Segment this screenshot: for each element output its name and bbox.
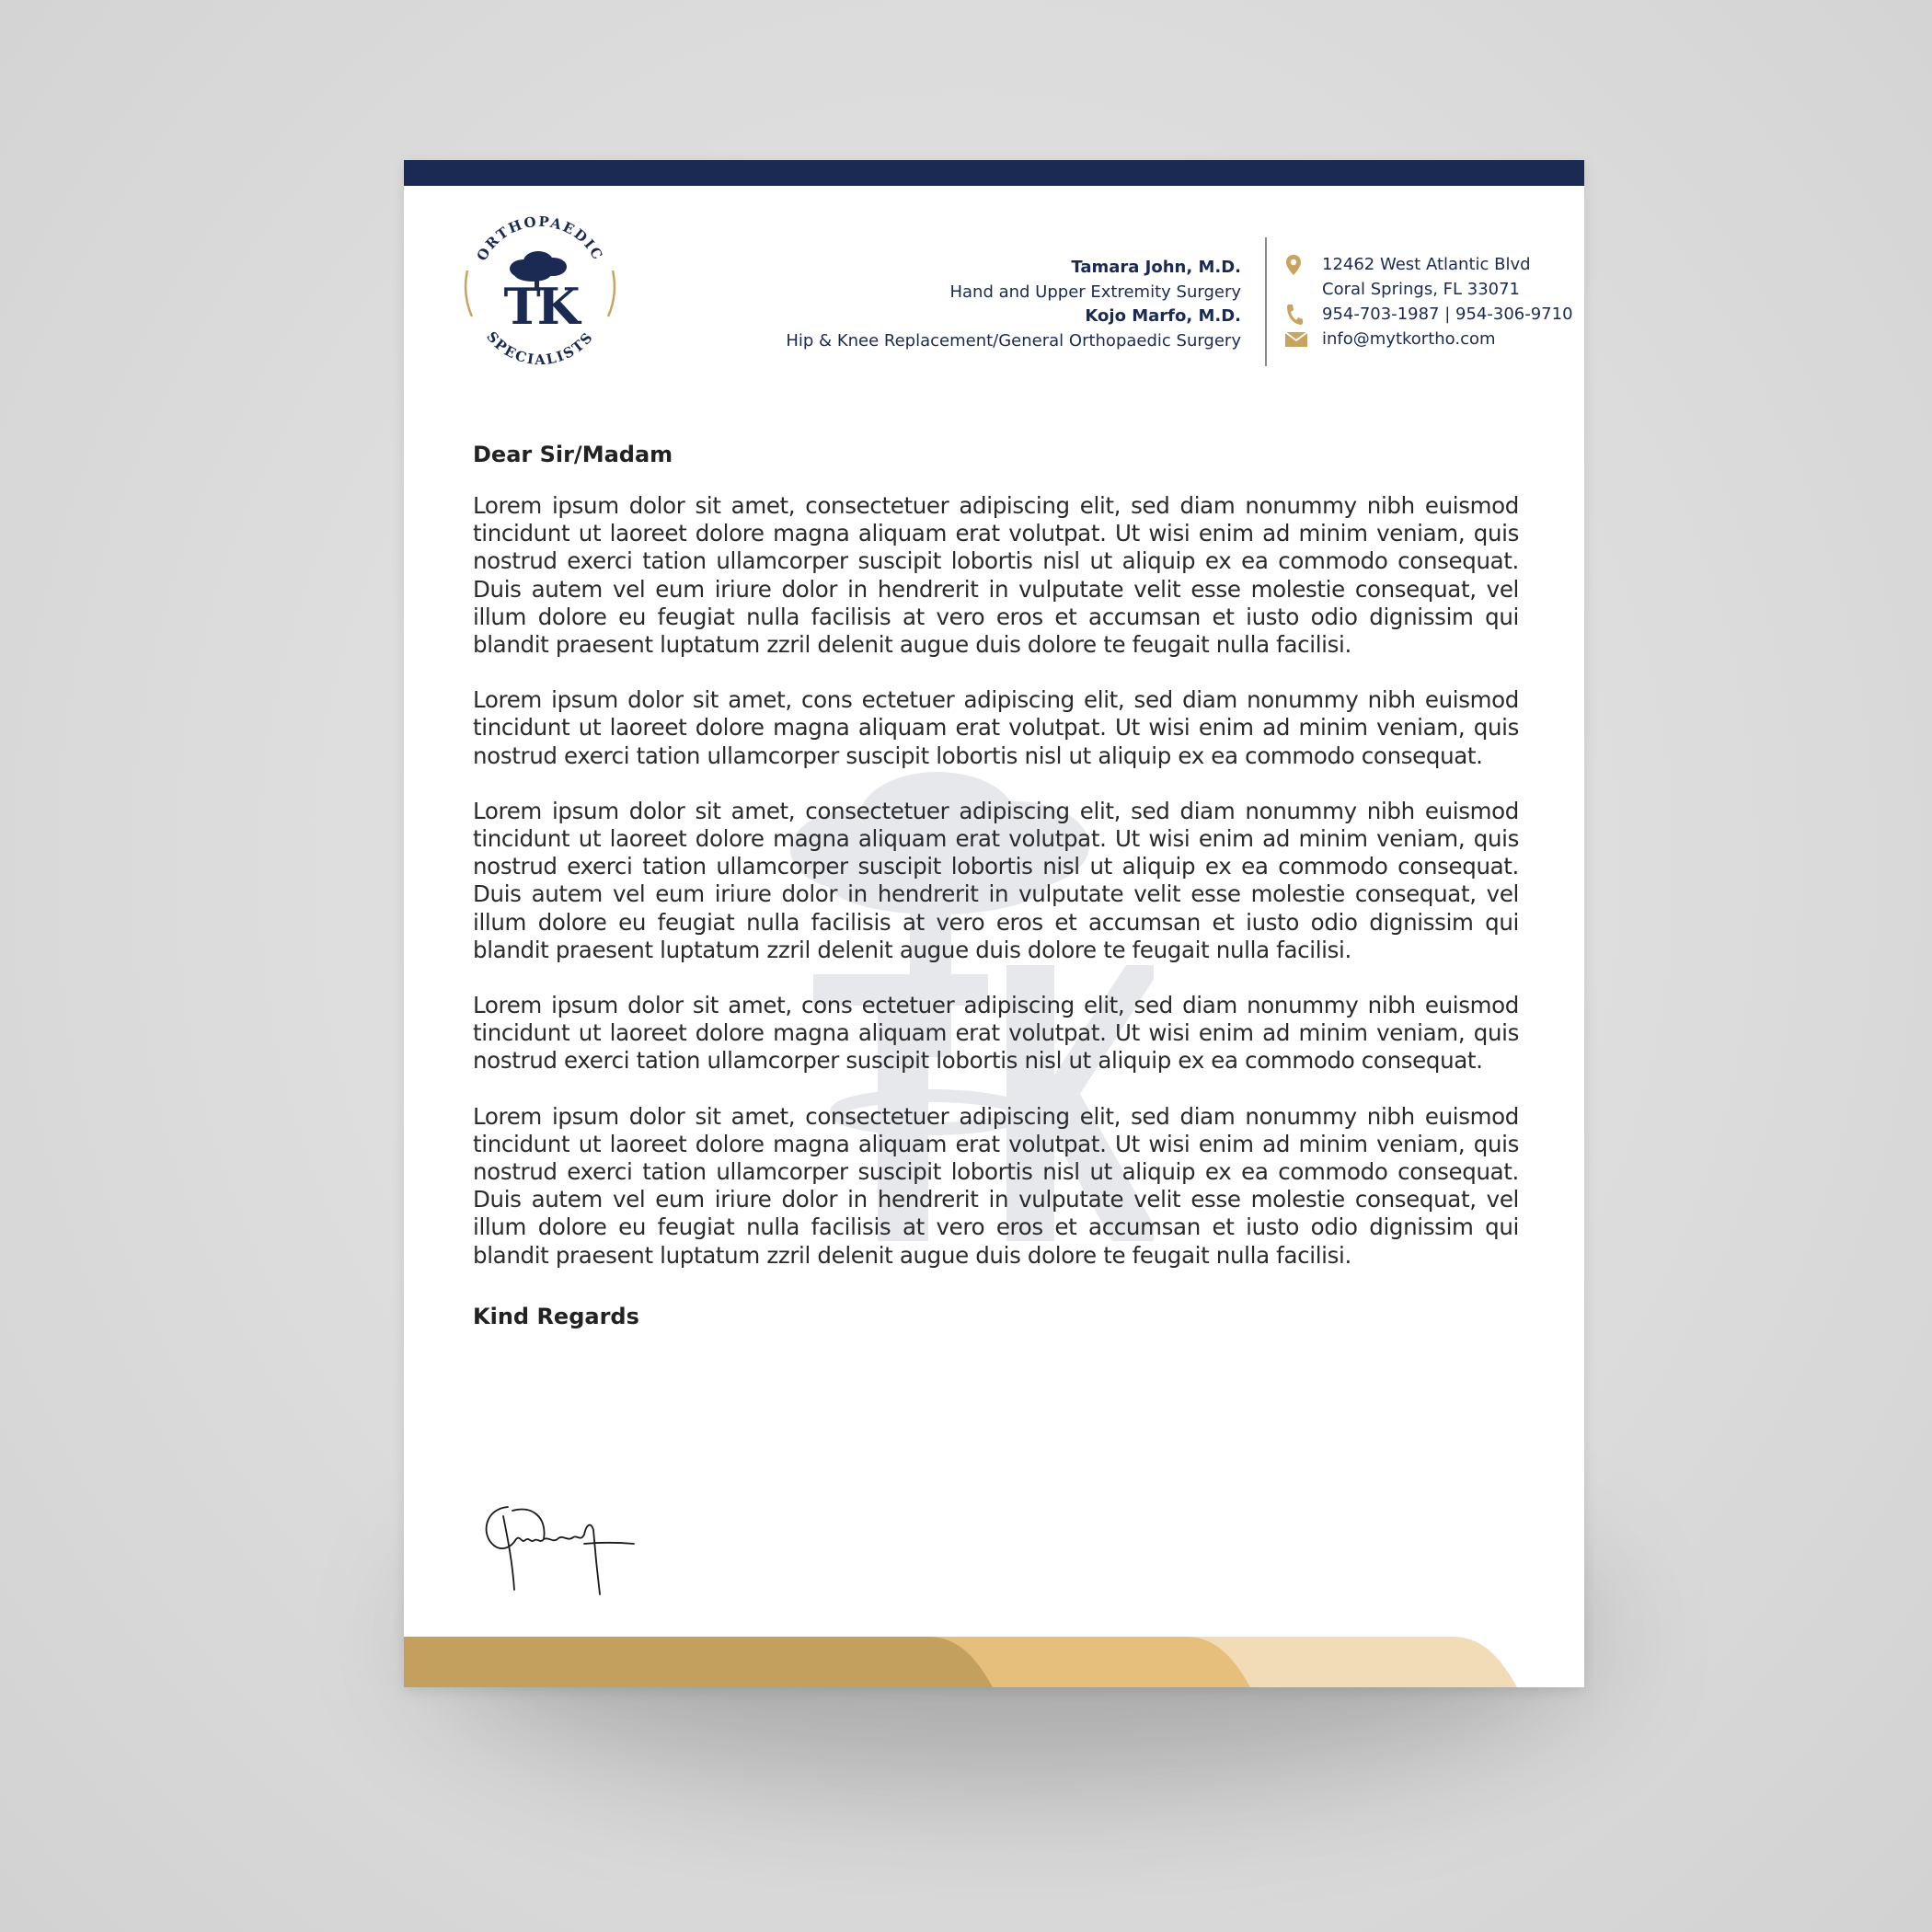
footer-wave-dark bbox=[404, 1637, 993, 1687]
envelope-icon bbox=[1285, 327, 1309, 351]
paragraph-5: Lorem ipsum dolor sit amet, consectetuer adipiscing elit, sed diam nonummy nibh euismod tincidunt ut laoreet dolore magna aliquam erat volutpat. Ut wisi enim ad minim veniam, quis nostrud exerci tation ullamcorper suscipit lobortis nisl ut aliquip ex ea commodo consequat. Duis autem vel eum iriure dolor in hendrerit in vulputate velit esse molestie consequat, vel illum dolore eu feugiat nulla facilisis at vero eros et accumsan et iusto odio dignissim qui blandit praesent luptatum zzril delenit augue duis dolore te feugait nulla facilisi. bbox=[473, 1102, 1519, 1269]
address-line-2: Coral Springs, FL 33071 bbox=[1322, 280, 1521, 299]
letterhead-page bbox=[404, 160, 1584, 1687]
contact-block bbox=[1285, 252, 1573, 351]
footer-waves bbox=[404, 1637, 1584, 1687]
doctor-2-name: Kojo Marfo, M.D. bbox=[1085, 306, 1241, 326]
email-row bbox=[1285, 327, 1573, 351]
greeting: Dear Sir/Madam bbox=[473, 442, 673, 467]
orthopaedic-specialists-logo bbox=[459, 206, 621, 368]
doctor-2-specialty: Hip & Knee Replacement/General Orthopaedic Surgery bbox=[786, 330, 1241, 351]
paragraph-2: Lorem ipsum dolor sit amet, cons ectetuer adipiscing elit, sed diam nonummy nibh euismod tincidunt ut laoreet dolore magna aliquam erat volutpat. Ut wisi enim ad minim veniam, quis nostrud exerci tation ullamcorper suscipit lobortis nisl ut aliquip ex ea commodo consequat. bbox=[473, 686, 1519, 769]
phone-numbers: 954-703-1987 | 954-306-9710 bbox=[1322, 305, 1573, 324]
logo-bottom-text: SPECIALISTS bbox=[483, 328, 597, 368]
closing: Kind Regards bbox=[473, 1303, 639, 1329]
logo-initials: TK bbox=[503, 277, 577, 336]
paragraph-4: Lorem ipsum dolor sit amet, cons ectetuer adipiscing elit, sed diam nonummy nibh euismod tincidunt ut laoreet dolore magna aliquam erat volutpat. Ut wisi enim ad minim veniam, quis nostrud exerci tation ullamcorper suscipit lobortis nisl ut aliquip ex ea commodo consequat. bbox=[473, 992, 1519, 1075]
phone-icon bbox=[1285, 302, 1309, 327]
letter-body bbox=[473, 441, 1519, 1330]
address-row-2 bbox=[1285, 277, 1573, 302]
doctors-block bbox=[671, 256, 1241, 353]
signature-image bbox=[476, 1498, 637, 1599]
top-accent-bar bbox=[404, 160, 1584, 186]
header-divider bbox=[1265, 237, 1267, 366]
doctor-1-name: Tamara John, M.D. bbox=[1071, 258, 1241, 277]
email-address[interactable]: info@mytkortho.com bbox=[1322, 329, 1496, 349]
address-row bbox=[1285, 252, 1573, 277]
location-pin-icon bbox=[1285, 252, 1309, 277]
doctor-1-specialty: Hand and Upper Extremity Surgery bbox=[949, 282, 1241, 302]
logo-top-text: ORTHOPAEDIC bbox=[473, 213, 607, 264]
paragraph-3: Lorem ipsum dolor sit amet, consectetuer adipiscing elit, sed diam nonummy nibh euismod tincidunt ut laoreet dolore magna aliquam erat volutpat. Ut wisi enim ad minim veniam, quis nostrud exerci tation ullamcorper suscipit lobortis nisl ut aliquip ex ea commodo consequat. Duis autem vel eum iriure dolor in hendrerit in vulputate velit esse molestie consequat, vel illum dolore eu feugiat nulla facilisis at vero eros et accumsan et iusto odio dignissim qui blandit praesent luptatum zzril delenit augue duis dolore te feugait nulla facilisi. bbox=[473, 797, 1519, 963]
paragraph-1: Lorem ipsum dolor sit amet, consectetuer adipiscing elit, sed diam nonummy nibh euismod tincidunt ut laoreet dolore magna aliquam erat volutpat. Ut wisi enim ad minim veniam, quis nostrud exerci tation ullamcorper suscipit lobortis nisl ut aliquip ex ea commodo consequat. Duis autem vel eum iriure dolor in hendrerit in vulputate velit esse molestie consequat, vel illum dolore eu feugiat nulla facilisis at vero eros et accumsan et iusto odio dignissim qui blandit praesent luptatum zzril delenit augue duis dolore te feugait nulla facilisi. bbox=[473, 492, 1519, 659]
address-line-1: 12462 West Atlantic Blvd bbox=[1322, 255, 1531, 274]
phone-row bbox=[1285, 302, 1573, 327]
